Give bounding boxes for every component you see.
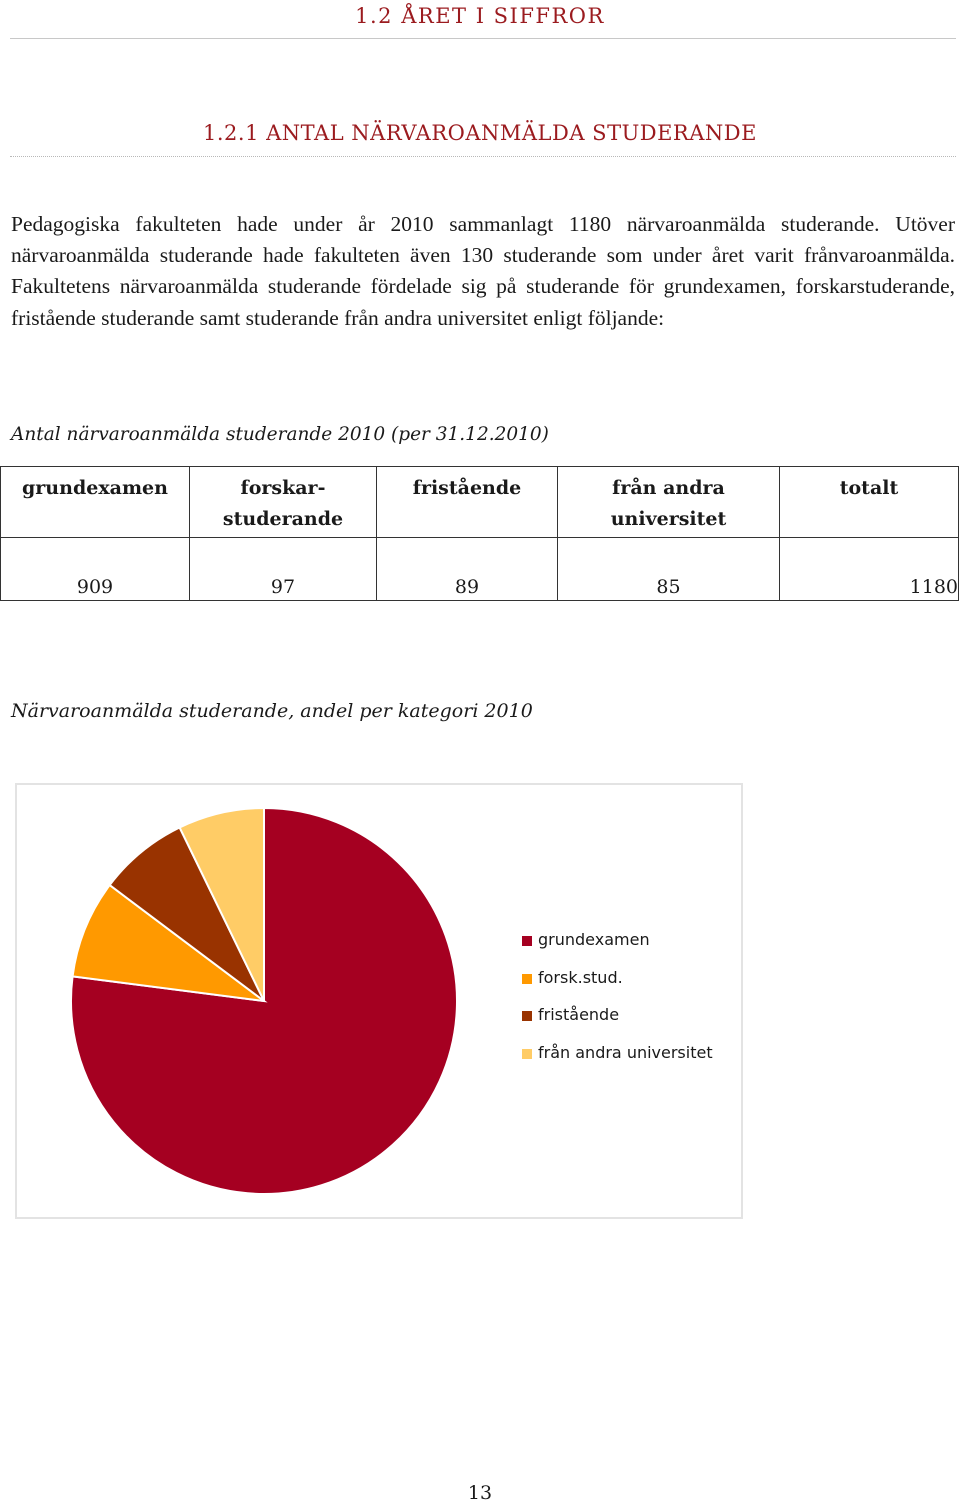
table-header-row	[1, 467, 959, 538]
value-totalt: 1180	[780, 538, 959, 601]
legend-item	[522, 968, 713, 1006]
value-fristaende: 89	[377, 538, 558, 601]
header-fran-andra-universitet: från andra universitet	[558, 467, 780, 538]
subheading-divider	[10, 156, 956, 157]
heading-divider	[10, 38, 956, 39]
header-fristaende: fristående	[377, 467, 558, 538]
legend-item	[522, 930, 713, 968]
legend-label: grundexamen	[538, 930, 650, 949]
page-number: 13	[467, 1482, 493, 1504]
legend-label: från andra universitet	[538, 1042, 713, 1062]
legend-swatch	[522, 974, 532, 984]
value-forskarstuderande: 97	[190, 538, 377, 601]
header-totalt: totalt	[780, 467, 959, 538]
value-grundexamen: 909	[1, 538, 190, 601]
intro-paragraph: Pedagogiska fakulteten hade under år 2010 sammanlagt 1180 närvaroanmälda studerande. Utöver närvaroanmälda studerande hade fakulteten även 130 studerande som under året varit frånvaroanmälda. Fakultetens närvaroanmälda studerande fördelade sig på studerande för grundexamen, forskarstuderande, fristående studerande samt studerande från andra universitet enligt följande:	[11, 212, 955, 330]
legend-item	[522, 1005, 713, 1043]
header-forskarstuderande: forskar- studerande	[190, 467, 377, 538]
student-count-table	[0, 466, 959, 601]
legend-label: fristående	[538, 1005, 620, 1024]
table-row	[1, 538, 959, 601]
legend-label: forsk.stud.	[538, 967, 623, 987]
chart-caption: Närvaroanmälda studerande, andel per kategori 2010	[11, 700, 533, 722]
table-caption: Antal närvaroanmälda studerande 2010 (per 31.12.2010)	[11, 424, 549, 445]
value-fran-andra-universitet: 85	[558, 538, 780, 601]
legend-item	[522, 1043, 713, 1081]
header-grundexamen: grundexamen	[1, 467, 190, 538]
legend-swatch	[522, 1049, 532, 1059]
chart-legend	[522, 930, 713, 1080]
section-heading: 1.2 ÅRET I SIFFROR	[355, 4, 605, 28]
legend-swatch	[522, 1011, 532, 1021]
legend-swatch	[522, 936, 532, 946]
pie-chart-frame	[15, 783, 743, 1219]
subsection-heading: 1.2.1 ANTAL NÄRVAROANMÄLDA STUDERANDE	[203, 121, 757, 145]
